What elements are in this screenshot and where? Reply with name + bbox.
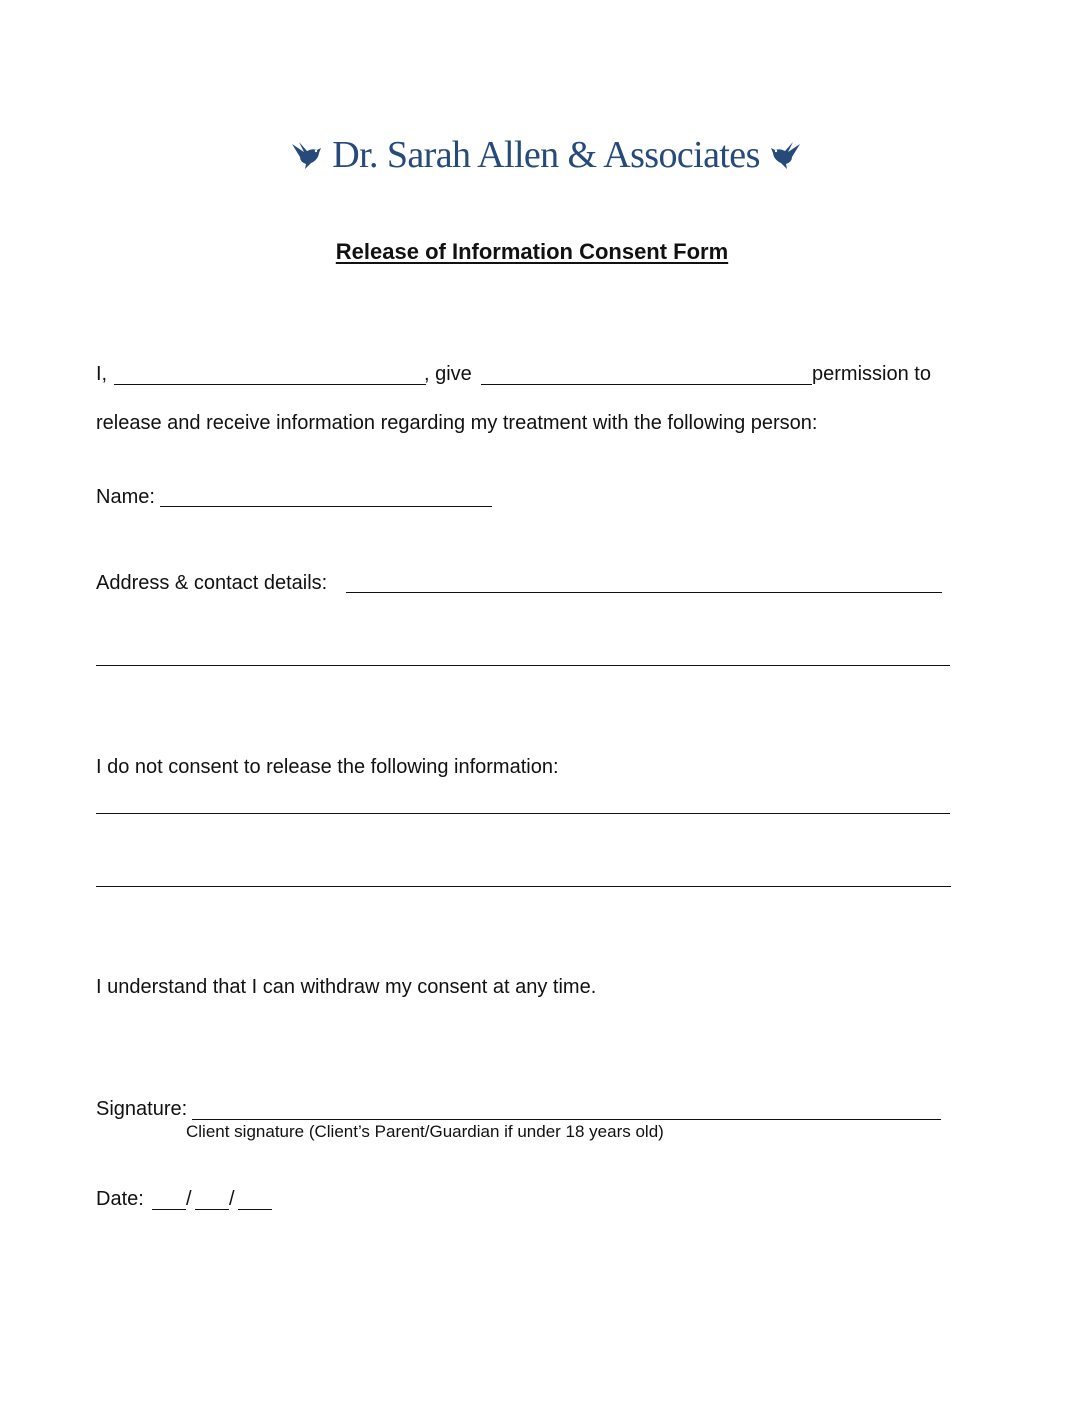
address-label: Address & contact details:	[96, 572, 328, 594]
date-separator: /	[229, 1188, 235, 1210]
no-consent-field-line-1[interactable]	[96, 813, 950, 814]
date-separator: /	[186, 1188, 192, 1210]
recipient-field[interactable]	[481, 384, 812, 385]
date-day-field[interactable]	[152, 1209, 186, 1210]
address-field-line-1[interactable]	[346, 592, 942, 593]
organization-name: Dr. Sarah Allen & Associates	[332, 134, 760, 176]
name-label: Name:	[96, 486, 155, 508]
intro-permission-label: permission to	[812, 363, 931, 385]
client-name-field[interactable]	[114, 384, 426, 385]
form-title: Release of Information Consent Form	[335, 239, 729, 264]
intro-i-label: I,	[96, 363, 108, 385]
address-field-line-2[interactable]	[96, 665, 950, 666]
intro-line-2: release and receive information regarding my treatment with the following person:	[96, 412, 818, 434]
date-month-field[interactable]	[195, 1209, 229, 1210]
signature-field[interactable]	[192, 1119, 941, 1120]
date-year-field[interactable]	[238, 1209, 272, 1210]
no-consent-label: I do not consent to release the following information:	[96, 756, 559, 778]
bird-icon	[290, 138, 324, 172]
bird-icon	[768, 138, 802, 172]
name-field[interactable]	[160, 506, 492, 507]
organization-logo	[276, 130, 816, 180]
signature-label: Signature:	[96, 1098, 188, 1120]
intro-give-label: , give	[424, 363, 472, 385]
signature-caption: Client signature (Client’s Parent/Guardian if under 18 years old)	[186, 1122, 664, 1141]
date-label: Date:	[96, 1188, 144, 1210]
no-consent-field-line-2[interactable]	[96, 886, 951, 887]
withdraw-statement: I understand that I can withdraw my consent at any time.	[96, 976, 597, 998]
